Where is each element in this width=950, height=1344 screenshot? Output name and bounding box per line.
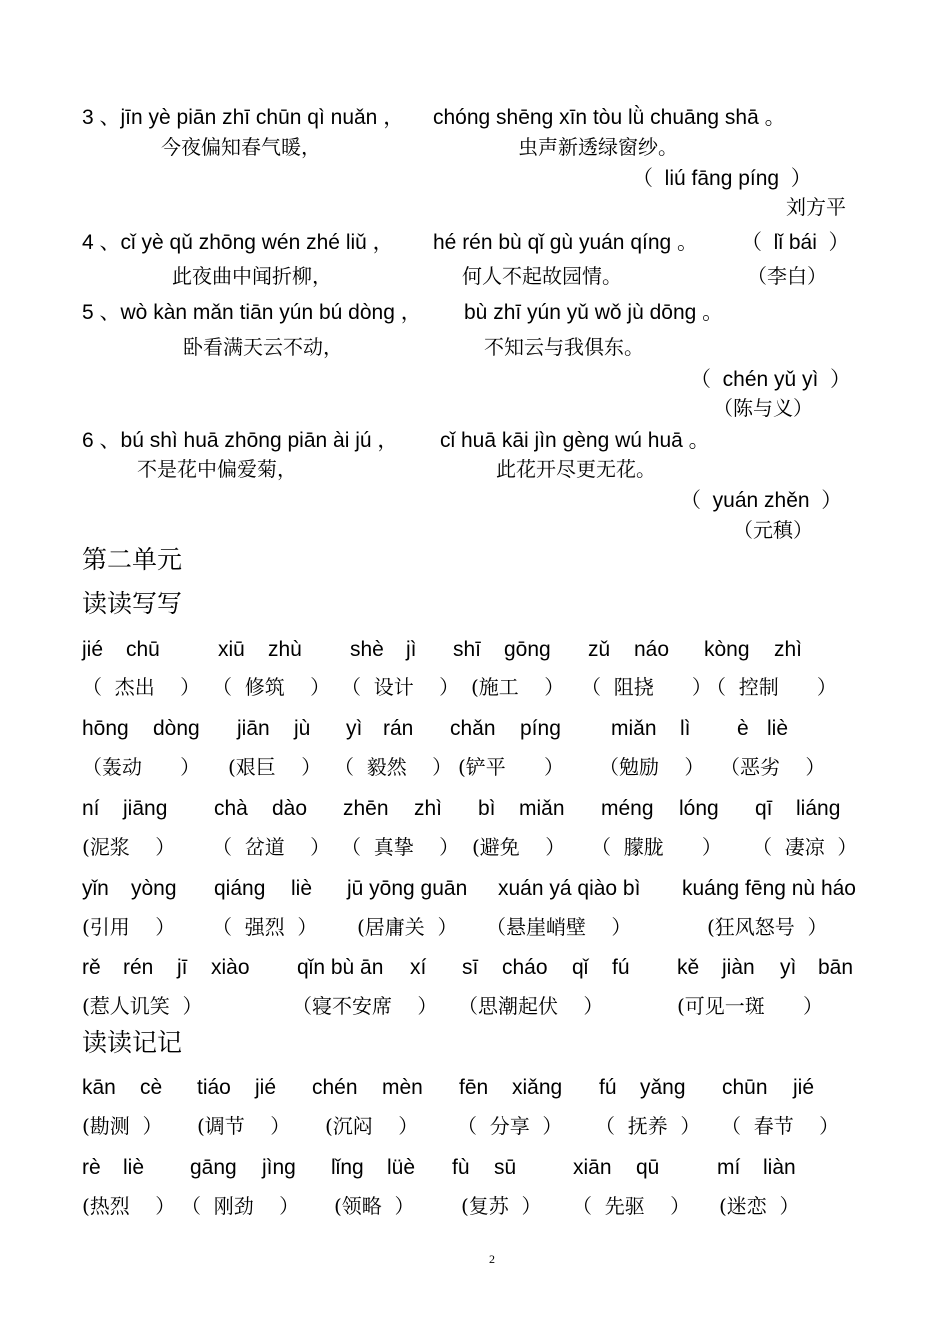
word-pinyin: sī [462, 956, 479, 979]
poem-6-hanzi-line-2: 此花开尽更无花。 [496, 457, 656, 481]
word-hanzi: （ 真挚 ） [341, 835, 460, 859]
word-pinyin: chūn [722, 1076, 768, 1099]
poem-6-author-pinyin: （ yuán zhěn ） [680, 489, 843, 512]
word-hanzi: （ 控制 ） [706, 675, 837, 699]
word-hanzi: (铲平 ） [458, 755, 564, 779]
word-pinyin: shè [350, 638, 384, 661]
word-pinyin: liè [291, 877, 313, 900]
word-pinyin: yǎng [640, 1076, 686, 1099]
word-hanzi: (居庸关 ） [357, 915, 458, 939]
word-hanzi: (复苏 ） [461, 1194, 542, 1218]
word-pinyin: jiāng [123, 797, 168, 820]
poem-3-pinyin-line-2: chóng shēng xīn tòu lǜ chuāng shā 。 [433, 106, 786, 129]
word-pinyin: jì [406, 638, 417, 661]
word-pinyin: kě [677, 956, 700, 979]
word-pinyin: mèn [382, 1076, 423, 1099]
word-pinyin: zǔ [588, 638, 611, 661]
word-pinyin: dào [272, 797, 308, 820]
word-hanzi: (热烈 ） [82, 1194, 176, 1218]
word-pinyin: yǐn [82, 877, 109, 900]
word-pinyin: chà [214, 797, 248, 820]
poem-5-hanzi-line-2: 不知云与我俱东。 [484, 335, 644, 359]
word-hanzi: （ 强烈 ） [212, 915, 318, 939]
word-pinyin: jié [255, 1076, 277, 1099]
poem-3-author-hanzi: 刘方平 [786, 195, 846, 219]
word-hanzi: （ 岔道 ） [212, 835, 331, 859]
word-pinyin: qǐ [572, 956, 589, 979]
word-hanzi: (领略 ） [334, 1194, 415, 1218]
word-pinyin: zhì [414, 797, 443, 820]
word-hanzi: （ 设计 ） [341, 675, 460, 699]
word-hanzi: （ 朦胧 ） [591, 835, 722, 859]
poem-6-author-hanzi: （元稹） [733, 518, 813, 542]
poem-4-hanzi-line-2: 何人不起故园情。 [462, 264, 622, 288]
word-pinyin: lóng [679, 797, 719, 820]
poem-6-pinyin-line-1: 6 、bú shì huā zhōng piān ài jú ， [82, 429, 399, 452]
word-pinyin: shī [453, 638, 482, 661]
poem-4-hanzi-line-1: 此夜曲中闻折柳， [172, 264, 332, 288]
word-pinyin: qǐn bù ān [297, 956, 384, 979]
word-pinyin: bān [818, 956, 854, 979]
word-pinyin: rén [123, 956, 154, 979]
poem-5-author-hanzi: （陈与义） [713, 396, 813, 420]
word-pinyin: gōng [504, 638, 551, 661]
unit-title: 第二单元 [82, 545, 183, 574]
word-hanzi: (调节 ） [197, 1114, 291, 1138]
word-pinyin: liè [767, 717, 789, 740]
word-pinyin: cè [140, 1076, 163, 1099]
word-pinyin: zhēn [343, 797, 389, 820]
word-pinyin: jiàn [722, 956, 755, 979]
word-pinyin: mí [717, 1156, 741, 1179]
word-pinyin: méng [601, 797, 654, 820]
poem-4-author-hanzi: （李白） [747, 264, 827, 288]
word-pinyin: xiǎng [512, 1076, 563, 1099]
word-pinyin: jié [793, 1076, 815, 1099]
word-hanzi: （恶劣 ） [720, 755, 826, 779]
word-hanzi: (惹人讥笑 ） [82, 994, 203, 1018]
word-pinyin: yì [780, 956, 797, 979]
word-pinyin: xiào [211, 956, 250, 979]
word-pinyin: yì [346, 717, 363, 740]
word-hanzi: （ 先驱 ） [572, 1194, 691, 1218]
word-pinyin: liáng [796, 797, 841, 820]
word-pinyin: miǎn [519, 797, 565, 820]
word-hanzi: (避免 ） [472, 835, 566, 859]
section-title-dudu-jiji: 读读记记 [82, 1028, 183, 1057]
word-hanzi: （轰动 ） [82, 755, 201, 779]
word-hanzi: （ 刚劲 ） [181, 1194, 300, 1218]
word-hanzi: (勘测 ） [82, 1114, 163, 1138]
word-hanzi: （ 抚养 ） [595, 1114, 701, 1138]
poem-4-pinyin-line-1: 4 、cǐ yè qǔ zhōng wén zhé liǔ ， [82, 231, 394, 254]
poem-6-hanzi-line-1: 不是花中偏爱菊， [137, 457, 297, 481]
word-pinyin: qī [755, 797, 773, 820]
word-hanzi: (迷恋 ） [719, 1194, 800, 1218]
word-pinyin: xiū [218, 638, 245, 661]
poem-4-pinyin-line-2: hé rén bù qǐ gù yuán qíng 。 [433, 231, 699, 254]
word-pinyin: chén [312, 1076, 358, 1099]
word-hanzi: (艰巨 ） [228, 755, 322, 779]
word-pinyin: jìng [262, 1156, 296, 1179]
word-pinyin: tiáo [197, 1076, 231, 1099]
word-pinyin: lǐng [331, 1156, 364, 1179]
word-hanzi: (可见一斑 ） [677, 994, 823, 1018]
word-pinyin: è [737, 717, 749, 740]
word-pinyin: bì [478, 797, 496, 820]
poem-5-hanzi-line-1: 卧看满天云不动， [183, 335, 343, 359]
word-hanzi: （思潮起伏 ） [458, 994, 604, 1018]
word-hanzi: (引用 ） [82, 915, 176, 939]
word-pinyin: chǎn [450, 717, 496, 740]
word-hanzi: （ 春节 ） [721, 1114, 840, 1138]
word-hanzi: （寝不安席 ） [292, 994, 438, 1018]
poem-3-pinyin-line-1: 3 、jīn yè piān zhī chūn qì nuǎn ， [82, 106, 405, 129]
poem-6-pinyin-line-2: cǐ huā kāi jìn gèng wú huā 。 [440, 429, 710, 452]
poem-3-hanzi-line-2: 虫声新透绿窗纱。 [518, 135, 678, 159]
word-pinyin: lüè [387, 1156, 416, 1179]
poem-5-pinyin-line-2: bù zhī yún yǔ wǒ jù dōng 。 [464, 301, 724, 324]
word-hanzi: （ 阻挠 ） [581, 675, 712, 699]
word-pinyin: qiáng [214, 877, 266, 900]
word-pinyin: jiān [237, 717, 270, 740]
word-pinyin: jié [82, 638, 104, 661]
word-pinyin: zhì [774, 638, 803, 661]
word-pinyin: rán [383, 717, 414, 740]
word-pinyin: miǎn [611, 717, 657, 740]
word-hanzi: （悬崖峭壁 ） [486, 915, 632, 939]
word-pinyin: xuán yá qiào bì [498, 877, 641, 900]
word-hanzi: （ 分享 ） [457, 1114, 563, 1138]
word-pinyin: hōng [82, 717, 129, 740]
word-pinyin: jù [294, 717, 311, 740]
poem-5-pinyin-line-1: 5 、wò kàn mǎn tiān yún bú dòng ， [82, 301, 422, 324]
word-hanzi: (泥浆 ） [82, 835, 176, 859]
word-pinyin: liàn [763, 1156, 796, 1179]
word-hanzi: （ 杰出 ） [82, 675, 201, 699]
word-pinyin: liè [123, 1156, 145, 1179]
word-hanzi: (狂风怒号 ） [707, 915, 828, 939]
word-pinyin: qū [636, 1156, 660, 1179]
word-hanzi: （勉励 ） [599, 755, 705, 779]
word-pinyin: kān [82, 1076, 116, 1099]
word-hanzi: （ 修筑 ） [212, 675, 331, 699]
word-pinyin: yòng [131, 877, 177, 900]
word-pinyin: jī [177, 956, 188, 979]
word-pinyin: jū yōng guān [347, 877, 468, 900]
word-pinyin: rè [82, 1156, 101, 1179]
word-pinyin: rě [82, 956, 101, 979]
word-hanzi: （ 凄凉 ） [752, 835, 858, 859]
word-pinyin: zhù [268, 638, 302, 661]
poem-5-author-pinyin: （ chén yǔ yì ） [690, 368, 852, 391]
word-pinyin: dòng [153, 717, 200, 740]
word-pinyin: náo [634, 638, 670, 661]
word-pinyin: xí [410, 956, 427, 979]
poem-3-hanzi-line-1: 今夜偏知春气暖， [161, 135, 321, 159]
word-pinyin: xiān [573, 1156, 612, 1179]
word-pinyin: chū [126, 638, 160, 661]
page-number: 2 [489, 1252, 495, 1266]
word-pinyin: píng [520, 717, 561, 740]
word-pinyin: gāng [190, 1156, 237, 1179]
word-pinyin: fù [452, 1156, 470, 1179]
word-pinyin: sū [494, 1156, 517, 1179]
word-pinyin: lì [680, 717, 691, 740]
word-hanzi: (施工 ） [471, 675, 565, 699]
word-pinyin: cháo [502, 956, 548, 979]
word-pinyin: fú [612, 956, 630, 979]
word-pinyin: fú [599, 1076, 617, 1099]
word-pinyin: ní [82, 797, 100, 820]
word-pinyin: kuáng fēng nù háo [682, 877, 856, 900]
section-title-dudu-xiexie: 读读写写 [82, 589, 183, 618]
word-hanzi: (沉闷 ） [325, 1114, 419, 1138]
word-pinyin: kòng [704, 638, 750, 661]
poem-3-author-pinyin: （ liú fāng píng ） [632, 167, 812, 190]
word-pinyin: fēn [459, 1076, 489, 1099]
word-hanzi: （ 毅然 ） [334, 755, 453, 779]
poem-4-author-pinyin: （ lǐ bái ） [741, 231, 850, 254]
